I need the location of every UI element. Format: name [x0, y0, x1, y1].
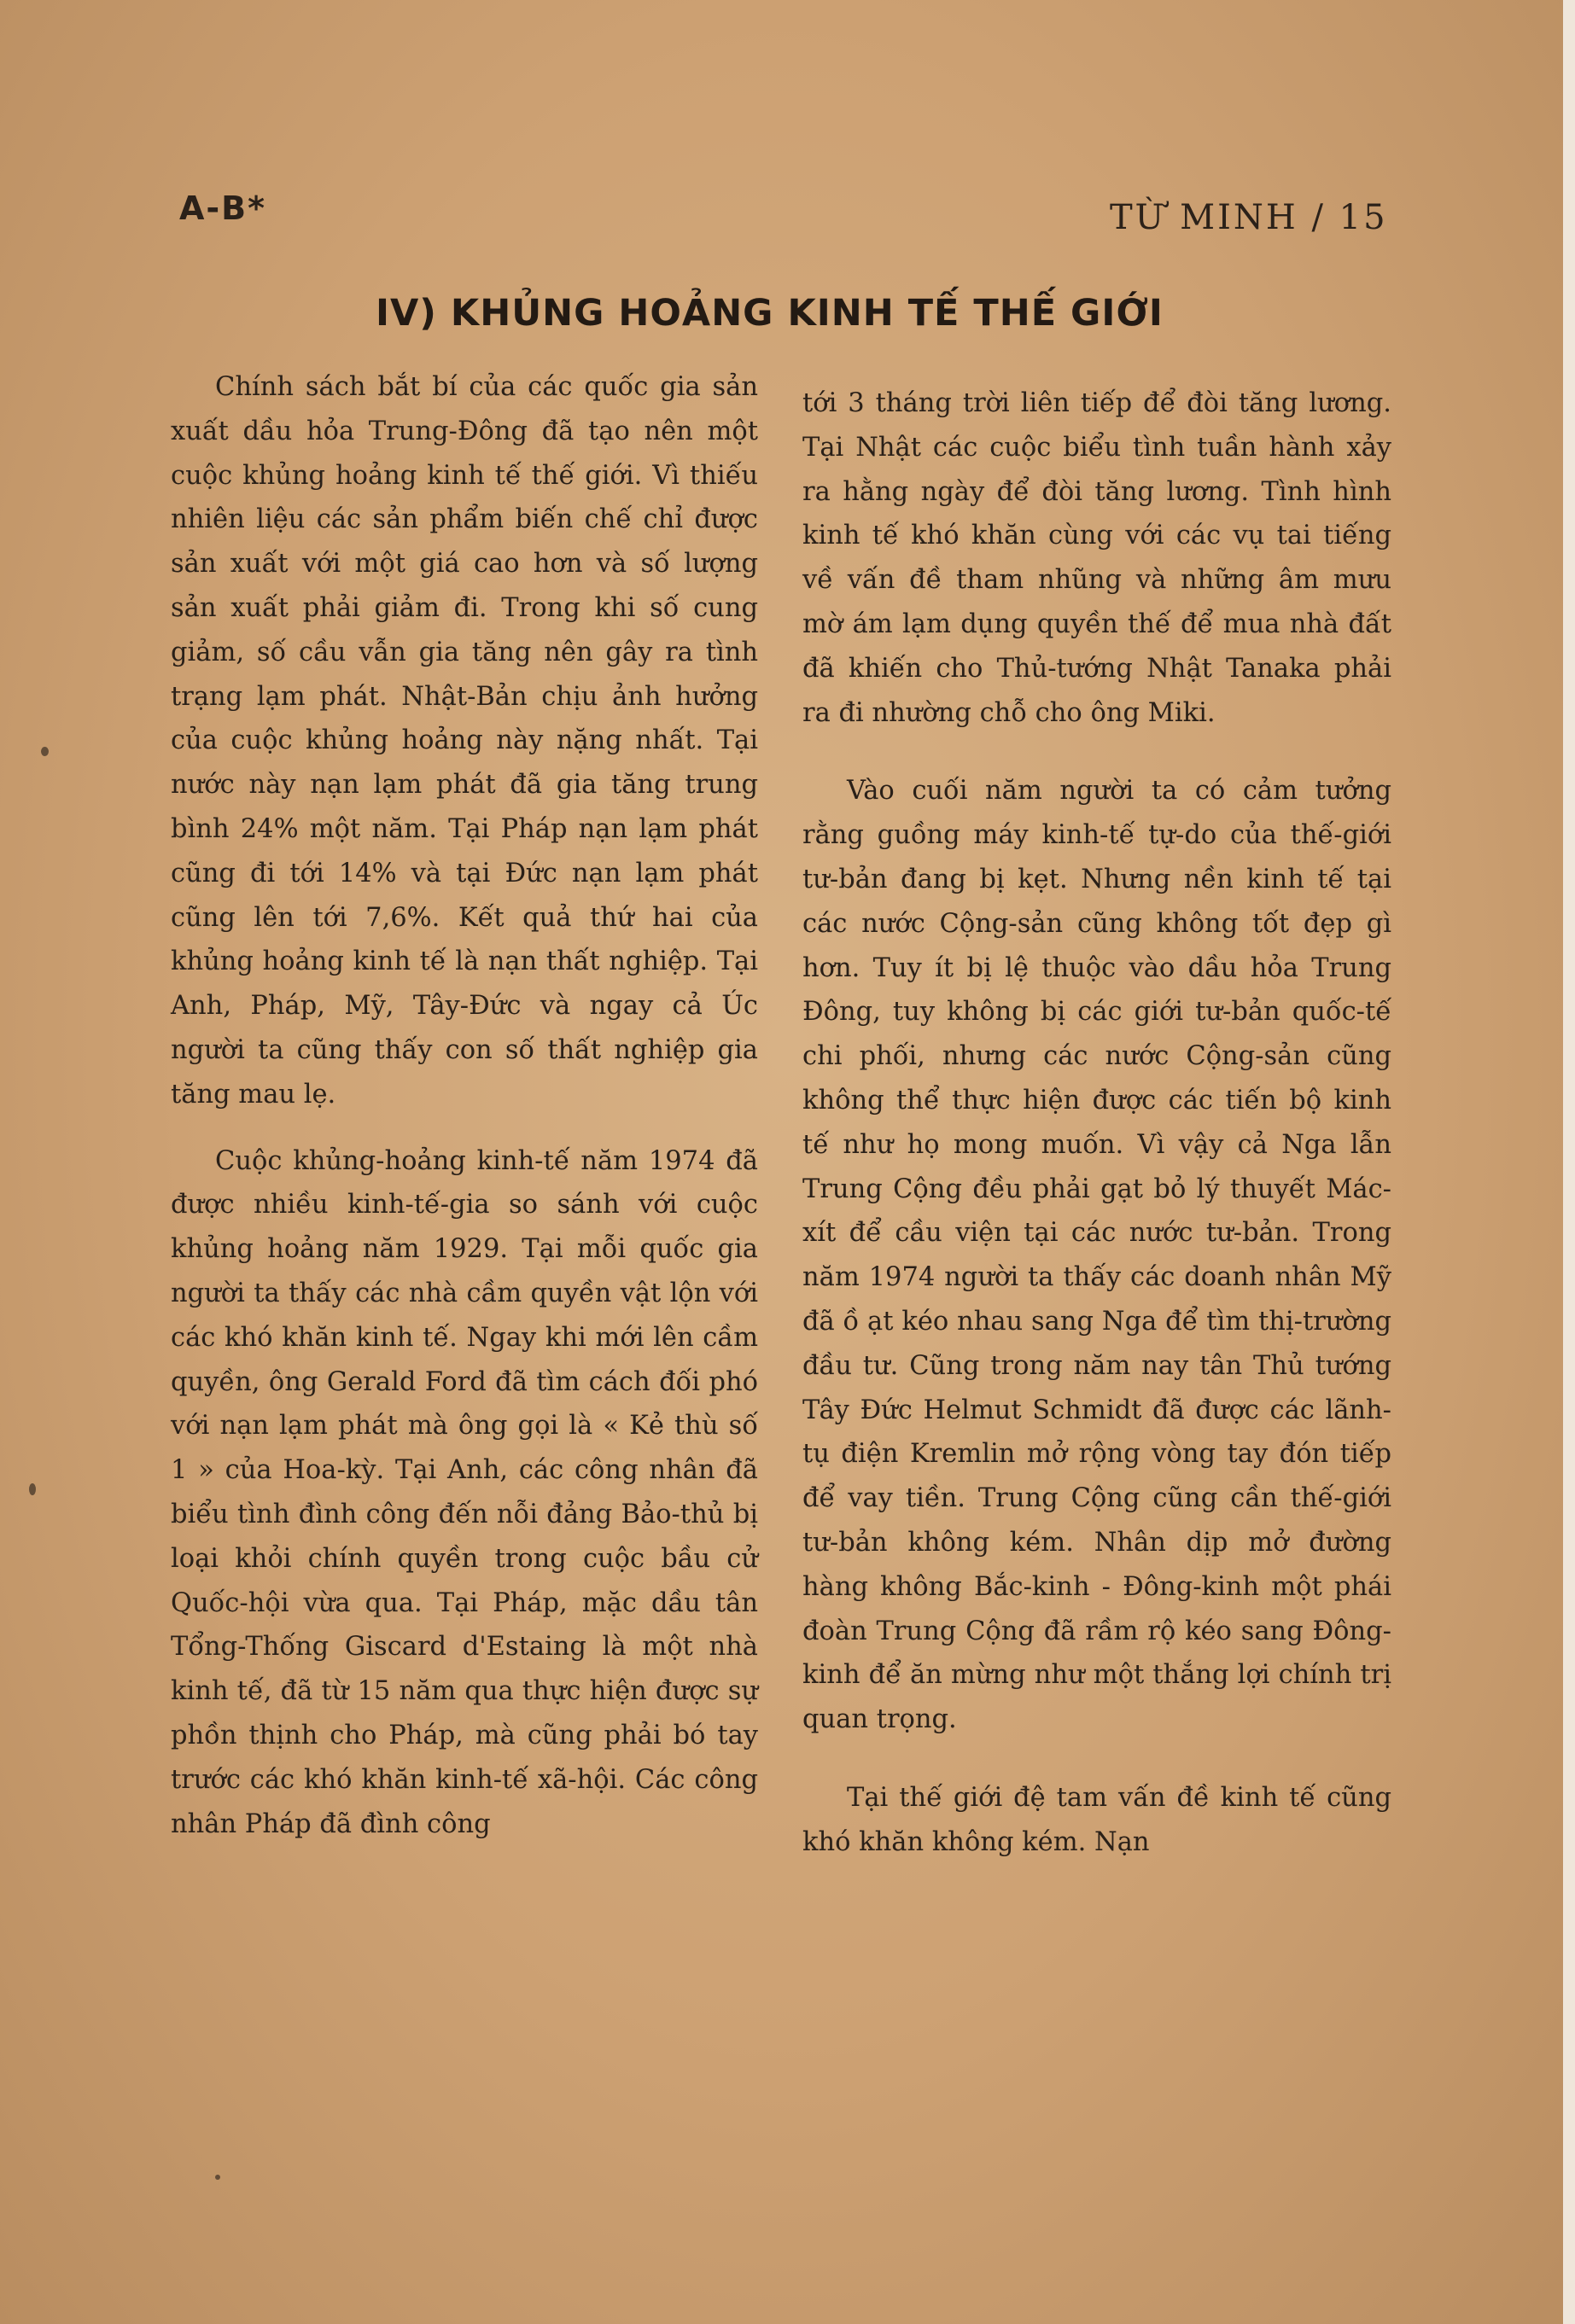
running-header: TỪ MINH / 15 — [1110, 198, 1388, 237]
paragraph: Tại thế giới đệ tam vấn đề kinh tế cũng khó khăn không kém. Nạn — [802, 1782, 1391, 1857]
paragraph: Cuộc khủng-hoảng kinh-tế năm 1974 đã được nhiều kinh-tế-gia so sánh với cuộc khủng hoảng năm 1929. Tại mỗi quốc gia người ta thấy các nhà cầm quyền vật lộn với các khó khăn kinh tế. Ngay khi mới lên cầm quyền, ông Gerald Ford đã tìm cách đối phó với nạn lạm phát mà ông gọi là « Kẻ thù số 1 » của Hoa-kỳ. Tại Anh, các công nhân đã biểu tình đình công đến nỗi đảng Bảo-thủ bị loại khỏi chính quyền trong cuộc bầu cử Quốc-hội vừa qua. Tại Pháp, mặc dầu tân Tổng-Thống Giscard d'Estaing là một nhà kinh tế, đã từ 15 năm qua thực hiện được sự phồn thịnh cho Pháp, mà cũng phải bó tay trước các khó khăn kinh-tế xã-hội. Các công nhân Pháp đã đình công — [171, 1145, 758, 1839]
page-code: A-B* — [179, 189, 267, 227]
ink-spot — [41, 747, 49, 756]
left-column — [171, 365, 758, 1846]
ink-spot — [215, 2175, 220, 2180]
page-edge — [1563, 0, 1575, 2324]
paragraph: tới 3 tháng trời liên tiếp để đòi tăng lương. Tại Nhật các cuộc biểu tình tuần hành xảy ra hằng ngày để đòi tăng lương. Tình hình kinh tế khó khăn cùng với các vụ tai tiếng về vấn đề tham nhũng và những âm mưu mờ ám lạm dụng quyền thế để mua nhà đất đã khiến cho Thủ-tướng Nhật Tanaka phải ra đi nhường chỗ cho ông Miki. — [802, 388, 1391, 728]
paragraph: Chính sách bắt bí của các quốc gia sản xuất dầu hỏa Trung-Đông đã tạo nên một cuộc khủng hoảng kinh tế thế giới. Vì thiếu nhiên liệu các sản phẩm biến chế chỉ được sản xuất với một giá cao hơn và số lượng sản xuất phải giảm đi. Trong khi số cung giảm, số cầu vẫn gia tăng nên gây ra tình trạng lạm phát. Nhật-Bản chịu ảnh hưởng của cuộc khủng hoảng này nặng nhất. Tại nước này nạn lạm phát đã gia tăng trung bình 24% một năm. Tại Pháp nạn lạm phát cũng đi tới 14% và tại Đức nạn lạm phát cũng lên tới 7,6%. Kết quả thứ hai của khủng hoảng kinh tế là nạn thất nghiệp. Tại Anh, Pháp, Mỹ, Tây-Đức và ngay cả Úc người ta cũng thấy con số thất nghiệp gia tăng mau lẹ. — [171, 372, 758, 1110]
ink-spot — [29, 1483, 36, 1495]
paragraph: Vào cuối năm người ta có cảm tưởng rằng guồng máy kinh-tế tự-do của thế-giới tư-bản đang bị kẹt. Nhưng nền kinh tế tại các nước Cộng-sản cũng không tốt đẹp gì hơn. Tuy ít bị lệ thuộc vào dầu hỏa Trung Đông, tuy không bị các giới tư-bản quốc-tế chi phối, nhưng các nước Cộng-sản cũng không thể thực hiện được các tiến bộ kinh tế như họ mong muốn. Vì vậy cả Nga lẫn Trung Cộng đều phải gạt bỏ lý thuyết Mác-xít để cầu viện tại các nước tư-bản. Trong năm 1974 người ta thấy các doanh nhân Mỹ đã ồ ạt kéo nhau sang Nga để tìm thị-trường đầu tư. Cũng trong năm nay tân Thủ tướng Tây Đức Helmut Schmidt đã được các lãnh-tụ điện Kremlin mở rộng vòng tay đón tiếp để vay tiền. Trung Cộng cũng cần thế-giới tư-bản không kém. Nhân dịp mở đường hàng không Bắc-kinh - Đông-kinh một phái đoàn Trung Cộng đã rầm rộ kéo sang Đông-kinh để ăn mừng như một thắng lợi chính trị quan trọng. — [802, 776, 1391, 1735]
article-title: IV) KHỦNG HOẢNG KINH TẾ THẾ GIỚI — [376, 292, 1164, 335]
right-column — [802, 382, 1391, 1865]
